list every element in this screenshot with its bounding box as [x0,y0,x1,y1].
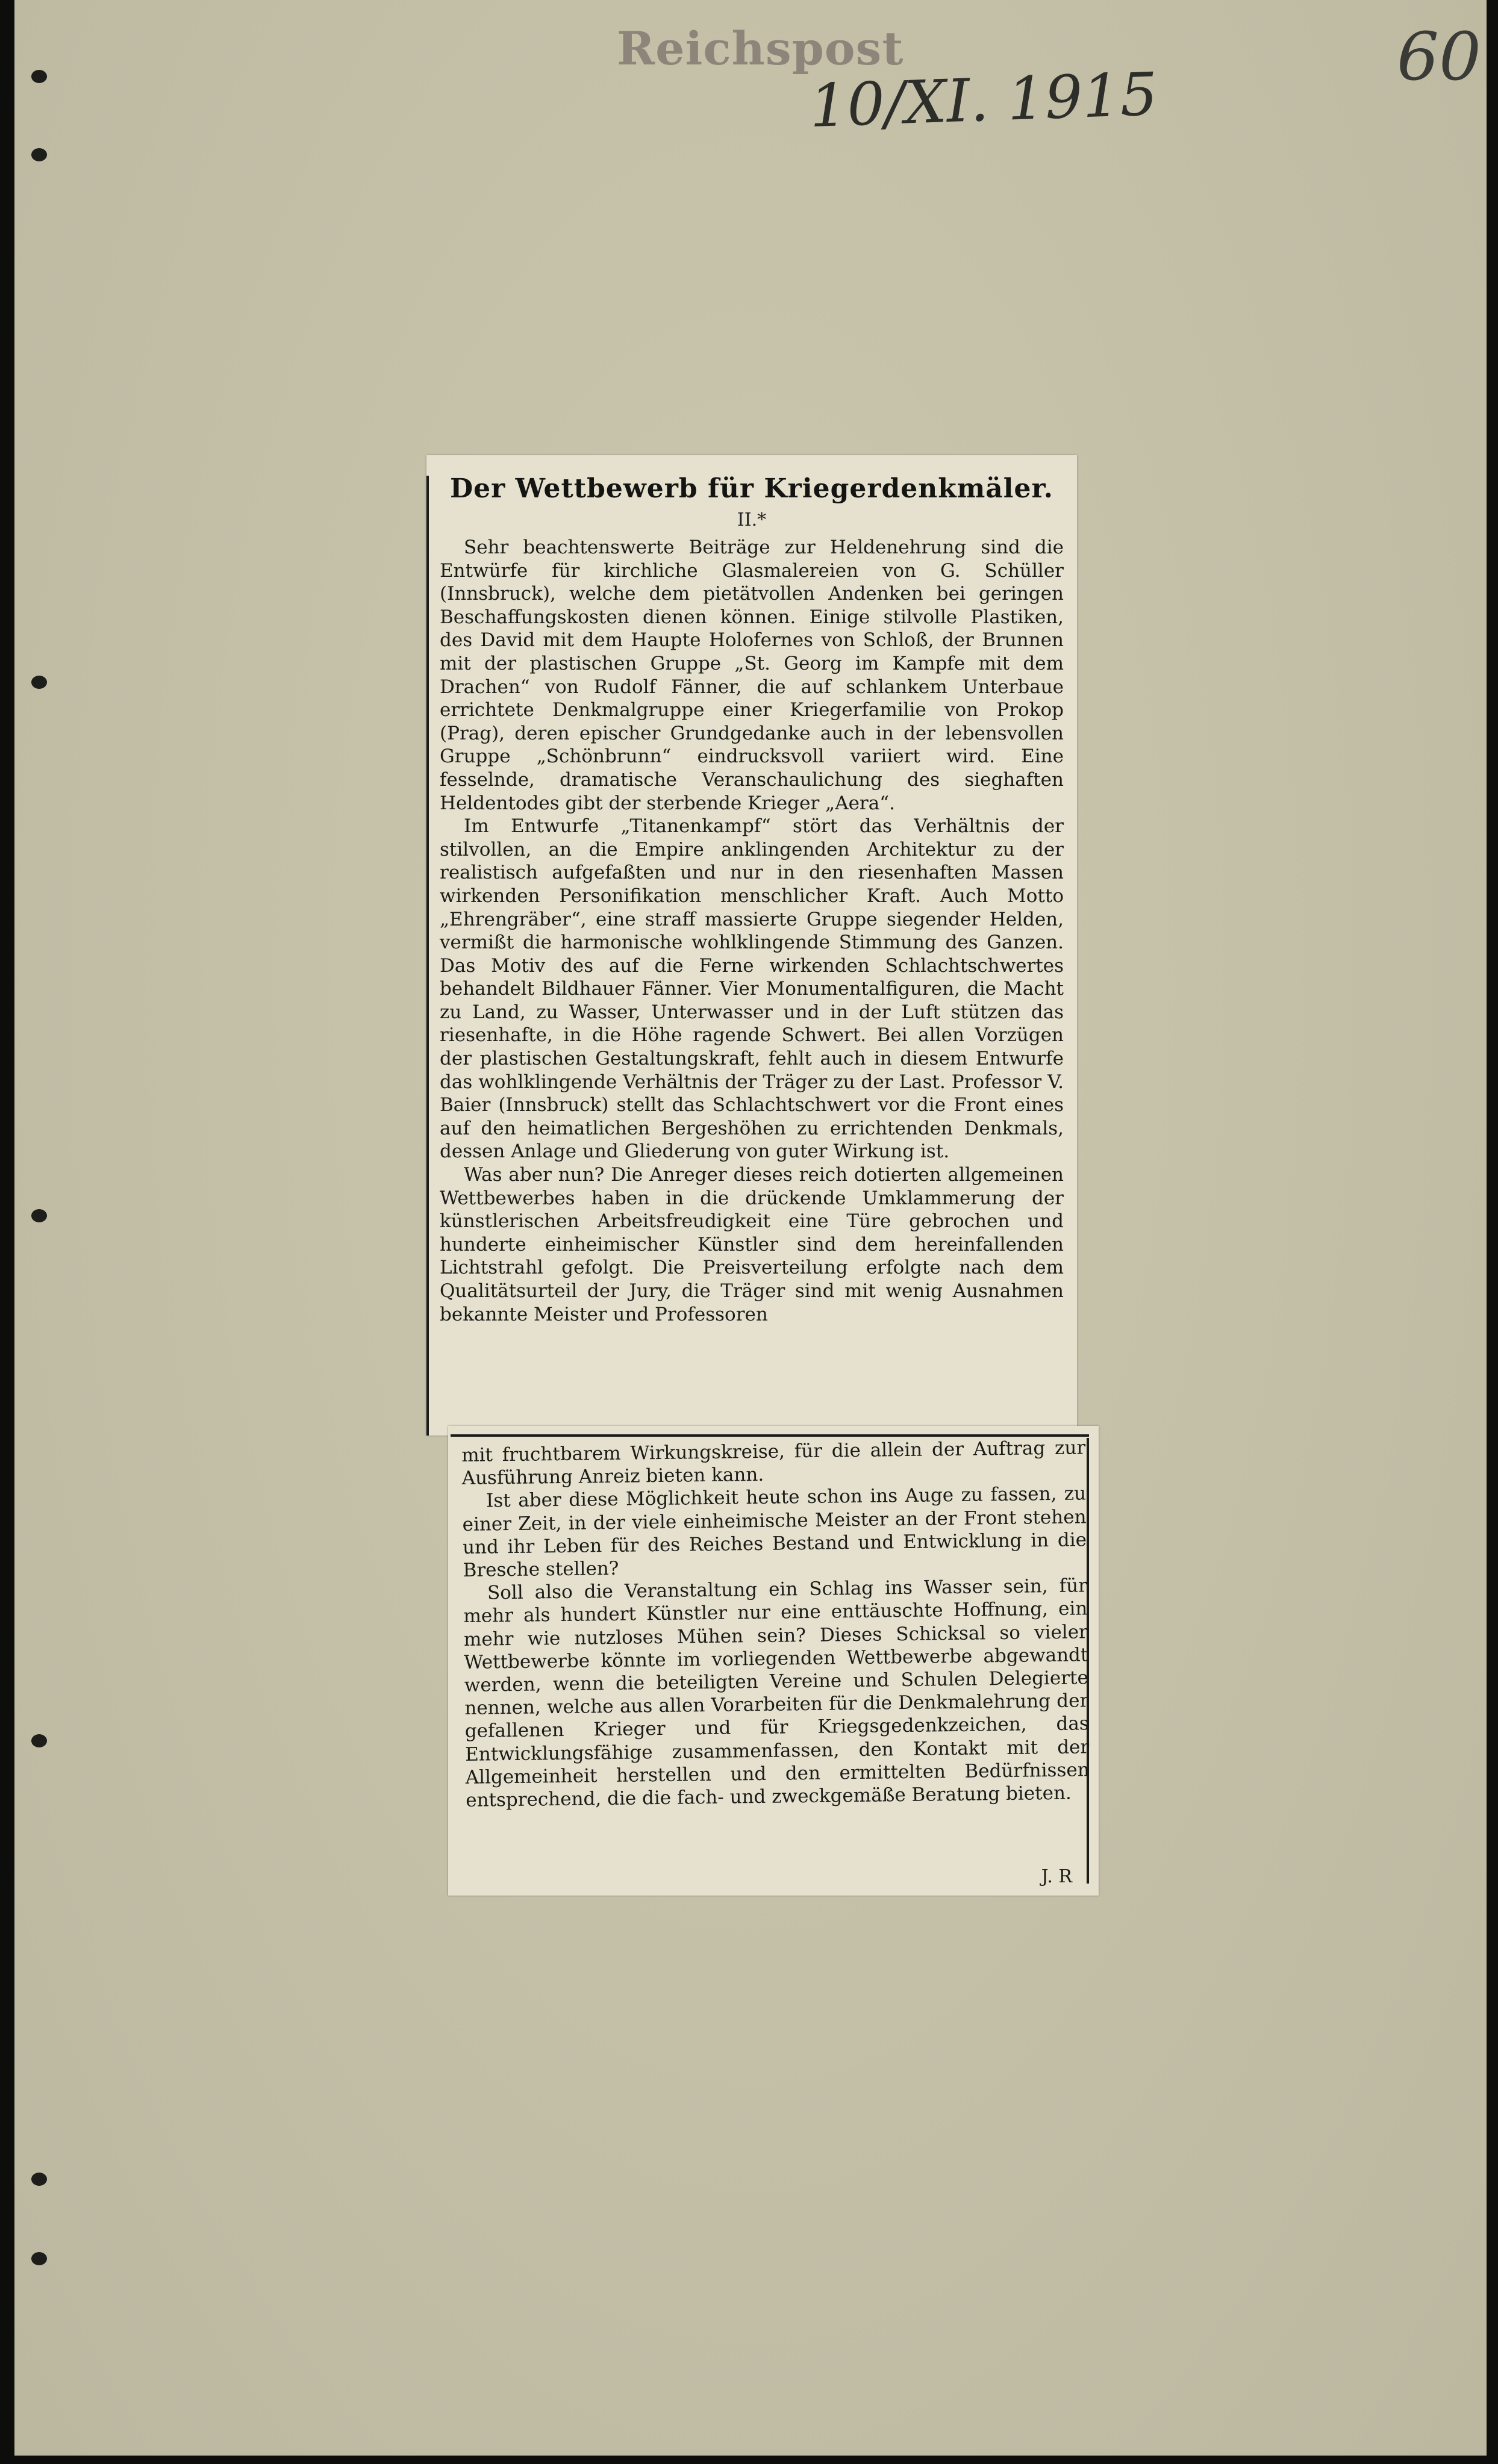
binding-hole [31,1734,47,1747]
binding-hole [31,148,47,161]
paragraph: Ist aber diese Möglichkeit heute schon ins Auge zu fassen, zu einer Zeit, in der viele einheimische Meister an der Front stehen und ihr Leben für des Reiches Bestand und Entwicklung in die Bresche stellen? [462,1482,1087,1581]
paragraph: Was aber nun? Die Anreger dieses reich dotierten allgemeinen Wettbewerbes haben in die drückende Umklammerung der künstlerischen Arbeitsfreudigkeit eine Türe gebrochen und hunderte einheimischer Künstler sind dem hereinfallenden Lichtstrahl gefolgt. Die Preisverteilung erfolgte nach dem Qualitätsurteil der Jury, die Träger sind mit wenig Ausnahmen bekannte Meister und Professoren [440,1164,1064,1325]
author-signature: J. R [1041,1866,1072,1887]
binding-hole [31,676,47,689]
handwritten-page-number: 60 [1397,18,1481,95]
paragraph: Sehr beachtenswerte Beiträge zur Heldenehrung sind die Entwürfe für kirchliche Glasmalereien von G. Schüller (Innsbruck), welche dem pietätvollen Andenken bei geringen Beschaffungskosten dienen können. Einige stilvolle Plastiken, des David mit dem Haupte Holofernes von Schloß, der Brunnen mit der plastischen Gruppe „St. Georg im Kampfe mit dem Drachen“ von Rudolf Fänner, die auf schlankem Unterbaue errichtete Denkmalgruppe einer Kriegerfamilie von Prokop (Prag), deren epischer Grundgedanke auch in der lebensvollen Gruppe „Schönbrunn“ eindrucksvoll variiert wird. Eine fesselnde, dramatische Veranschaulichung des sieghaften Heldentodes gibt der sterbende Krieger „Aera“. [440,537,1064,814]
article-headline: Der Wettbewerb für Kriegerdenkmäler. [450,473,1053,504]
handwritten-date: 10/XI. 1915 [808,60,1159,142]
newspaper-stamp: Reichspost [617,22,904,75]
article-column-2 [461,1436,1090,1812]
article-clipping-part-2 [448,1426,1099,1896]
binding-hole [31,2252,47,2265]
binding-hole [31,70,47,83]
part-label: II.* [737,509,767,530]
archive-sheet [14,0,1487,2456]
paragraph: mit fruchtbarem Wirkungskreise, für die allein der Auftrag zur Ausführung Anreiz bieten kann. [461,1437,1086,1490]
binding-hole [31,2173,47,2186]
column-rule [451,1434,1089,1437]
article-clipping-part-1 [426,455,1077,1436]
column-rule [426,476,429,1436]
paragraph: Soll also die Veranstaltung ein Schlag ins Wasser sein, für mehr als hundert Künstler nur eine enttäuschte Hoffnung, ein mehr wie nutzloses Mühen sein? Dieses Schicksal so vieler Wettbewerbe könnte im vorliegenden Wettbewerbe abgewandt werden, wenn die beteiligten Vereine und Schulen Delegierte nennen, welche aus allen Vorarbeiten für die Denkmalehrung der gefallenen Krieger und für Kriegsgedenkzeichen, das Entwicklungsfähige zusammenfassen, den Kontakt mit der Allgemeinheit herstellen und den ermittelten Bedürfnissen entsprechend, die die fach- und zweckgemäße Beratung bieten. [463,1575,1090,1812]
paragraph: Im Entwurfe „Titanenkampf“ stört das Verhältnis der stilvollen, an die Empire anklingenden Architektur zu der realistisch aufgefaßten und nur in den riesenhaften Massen wirkenden Personifikation menschlicher Kraft. Auch Motto „Ehrengräber“, eine straff massierte Gruppe siegender Helden, vermißt die harmonische wohlklingende Stimmung des Ganzen. Das Motiv des auf die Ferne wirkenden Schlachtschwertes behandelt Bildhauer Fänner. Vier Monumentalfiguren, die Macht zu Land, zu Wasser, Unterwasser und in der Luft stützen das riesenhafte, in die Höhe ragende Schwert. Bei allen Vorzügen der plastischen Gestaltungskraft, fehlt auch in diesem Entwurfe das wohlklingende Verhältnis der Träger zu der Last. Professor V. Baier (Innsbruck) stellt das Schlachtschwert vor die Front eines auf den heimatlichen Bergeshöhen zu errichtenden Denkmals, dessen Anlage und Gliederung von guter Wirkung ist. [440,815,1064,1163]
article-column-1 [440,536,1064,1326]
binding-hole [31,1209,47,1222]
